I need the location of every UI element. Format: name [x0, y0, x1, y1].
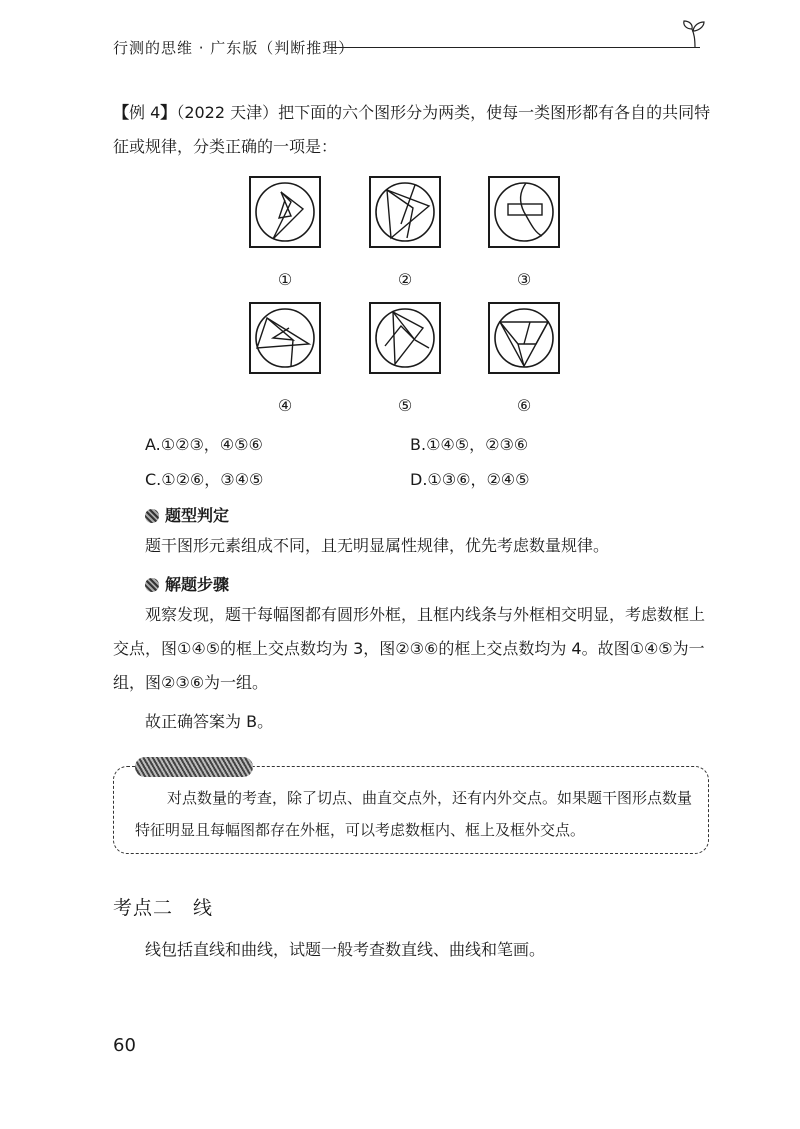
option-d-text: ①③⑥，②④⑤	[427, 470, 530, 489]
type-heading-text: 题型判定	[165, 506, 230, 525]
type-text: 题干图形元素组成不同，且无明显属性规律，优先考虑数量规律。	[145, 536, 610, 555]
circle-triangle-figure-icon	[371, 178, 439, 246]
option-c[interactable]	[145, 467, 263, 490]
figure-4	[249, 302, 321, 374]
option-b-letter: B.	[410, 435, 427, 454]
option-d-letter: D.	[410, 470, 428, 489]
option-d[interactable]	[410, 467, 529, 490]
type-heading	[145, 503, 229, 526]
circle-arrow-figure-icon	[251, 304, 319, 372]
label-bracket-close: 】	[160, 103, 177, 122]
circle-inverted-triangle-figure-icon	[490, 304, 558, 372]
tip-box-tag	[135, 757, 253, 777]
figure-6-number: ⑥	[516, 396, 532, 415]
question-label: 例 4	[129, 103, 161, 122]
option-b[interactable]	[410, 432, 528, 455]
label-bracket-open: 【	[113, 103, 130, 122]
steps-heading	[145, 572, 229, 595]
section-title: 考点二 线	[113, 897, 214, 919]
question-text	[113, 96, 713, 164]
circle-triangles-figure-icon	[251, 178, 319, 246]
question-body: （2022 天津）把下面的六个图形分为两类，使每一类图形都有各自的共同特征或规律，分类正确的一项是：	[113, 103, 711, 156]
tip-box-text: 对点数量的考查，除了切点、曲直交点外，还有内外交点。如果题干图形点数量特征明显且每幅图都存在外框，可以考虑数框内、框上及框外交点。	[135, 789, 693, 839]
option-a-text: ①②③，④⑤⑥	[160, 435, 263, 454]
page-number: 60	[113, 1035, 136, 1056]
figure-2-number: ②	[397, 270, 413, 289]
section-intro: 线包括直线和曲线，试题一般考查数直线、曲线和笔画。	[145, 940, 546, 959]
bullet-icon	[145, 578, 159, 592]
steps-paragraph: 观察发现，题干每幅图都有圆形外框，且框内线条与外框相交明显，考虑数框上交点，图①④⑤的框上交点数均为 3，图②③⑥的框上交点数均为 4。故图①④⑤为一组，图②③⑥为一组。	[113, 605, 706, 692]
option-a-letter: A.	[145, 435, 161, 454]
figure-2	[369, 176, 441, 248]
figure-5-number: ⑤	[397, 396, 413, 415]
steps-heading-text: 解题步骤	[165, 575, 230, 594]
option-b-text: ①④⑤，②③⑥	[426, 435, 529, 454]
running-header: 行测的思维 · 广东版（判断推理）	[113, 39, 355, 57]
figure-1	[249, 176, 321, 248]
figure-6	[488, 302, 560, 374]
circle-rectangle-figure-icon	[490, 178, 558, 246]
answer-line: 故正确答案为 B。	[145, 712, 274, 731]
option-c-text: ①②⑥，③④⑤	[161, 470, 264, 489]
option-c-letter: C.	[145, 470, 162, 489]
figure-3	[488, 176, 560, 248]
figure-3-number: ③	[516, 270, 532, 289]
circle-triangles-figure-icon	[371, 304, 439, 372]
figure-4-number: ④	[277, 396, 293, 415]
figure-5	[369, 302, 441, 374]
bullet-icon	[145, 509, 159, 523]
header-rule	[330, 47, 700, 48]
sprout-icon	[680, 16, 710, 50]
option-a[interactable]	[145, 432, 263, 455]
figure-1-number: ①	[277, 270, 293, 289]
